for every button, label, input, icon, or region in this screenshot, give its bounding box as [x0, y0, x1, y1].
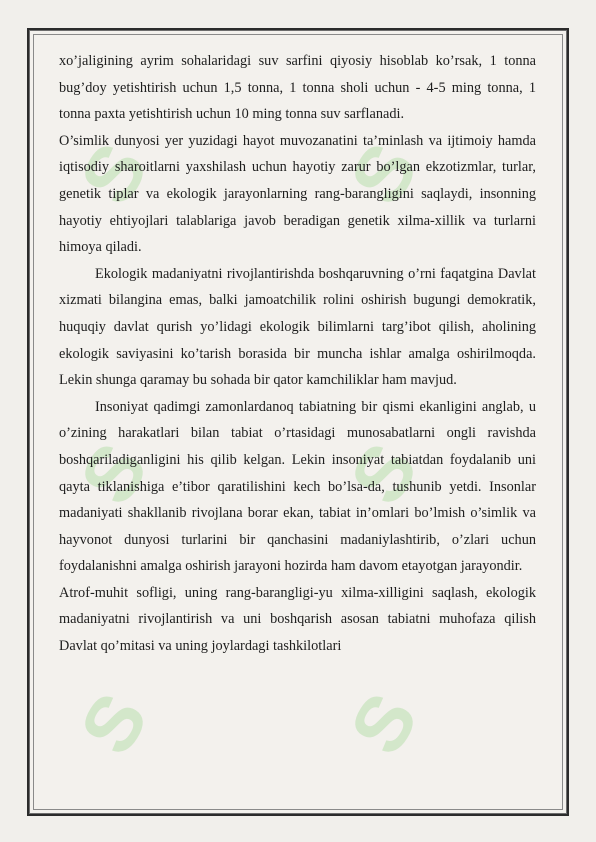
watermark-logo: S [62, 131, 163, 219]
paragraph-5: Atrof-muhit sofligi, uning rang-barangligi-yu xilma-xilligini saqlash, ekologik madaniyatni rivojlantirish va uni boshqarish asosan tabiatni muhofaza qilish Davlat qo’mitasi va uning joylardagi tashkilotlari [59, 584, 536, 655]
watermark-logo: S [62, 681, 163, 769]
watermark-logo: S [332, 131, 433, 219]
watermark-logo: S [332, 431, 433, 519]
document-body [59, 48, 536, 660]
paragraph-1: xo’jaligining ayrim sohalaridagi suv sarfini qiyosiy hisoblab ko’rsak, 1 tonna bug’doy yetishtirish uchun 1,5 tonna, 1 tonna sholi uchun - 4-5 ming tonna, 1 tonna paxta yetishtirish uchun 10 ming tonna suv sarflanadi. [59, 53, 536, 123]
watermark-logo: S [332, 681, 433, 769]
paragraph-3: Ekologik madaniyatni rivojlantirishda boshqaruvning o’rni faqatgina Davlat xizmati bilangina emas, balki jamoatchilik rolini oshirish bugungi demokratik, huquqiy davlat qurish yo’lidagi ekologik bilimlarni targ’ibot qilish, aholining ekologik saviyasini ko’tarish borasida bir muncha ishlar amalga oshirilmoqda. Lekin shunga qaramay bu sohada bir qator kamchiliklar ham mavjud. [59, 265, 536, 389]
paragraph-4: Insoniyat qadimgi zamonlardanoq tabiatning bir qismi ekanligini anglab, u o’zining harakatlari bilan tabiat o’rtasidagi munosabatlarni ongli ravishda boshqariladiganligini his qilib kelgan. Lekin insoniyat tabiatdan foydalanib uni qayta tiklanishiga e’tibor qaratilishini kech bo’lsa-da, tushunib yetdi. Insonlar madaniyati shakllanib rivojlana borar ekan, tabiat in’omlari bo’lmish o’simlik va hayvonot dunyosi turlarini bir qanchasini madaniylashtirib, o’zlari uchun foydalanishni amalga oshirish jarayoni hozirda ham davom etayotgan jarayondir. [59, 398, 536, 575]
paragraph-2: O’simlik dunyosi yer yuzidagi hayot muvozanatini ta’minlash va ijtimoiy hamda iqtisodiy sharoitlarni yaxshilash uchun hayotiy zarur bo’lgan ekzotizmlar, turlar, genetik tiplar va ekologik jarayonlarning rang-barangligini saqlaydi, insonning hayotiy ehtiyojlari talablariga javob beradigan genetik xilma-xillik va turlarni himoya qiladi. [59, 132, 536, 256]
watermark-logo: S [62, 431, 163, 519]
